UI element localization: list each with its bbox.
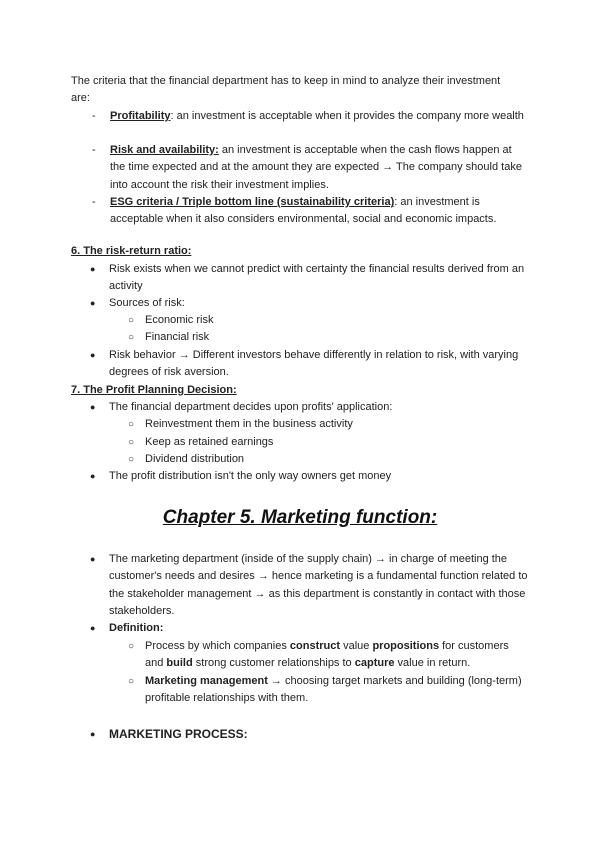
risk-bullet-1: ● Risk exists when we cannot predict with certainty the financial results derived from an activity <box>109 261 534 296</box>
definition-item-2 <box>145 673 525 708</box>
criteria-text: : an investment is acceptable when it provides the company more wealth <box>170 110 524 122</box>
criteria-term: Risk and availability: <box>110 144 219 156</box>
def-text: value in return. <box>394 657 471 670</box>
section-7-heading: 7. The Profit Planning Decision: <box>71 384 237 396</box>
risk-sub-item: ○ Economic risk <box>145 312 525 329</box>
def-bold: capture <box>354 657 395 670</box>
profit-sub-item: ○ Reinvestment them in the business activity <box>145 416 525 433</box>
def-text: for customers and <box>145 640 509 670</box>
profit-sub-item: ○ Dividend distribution <box>145 451 525 468</box>
def-term: Marketing management <box>145 675 268 687</box>
criteria-text: an investment is acceptable when the cash flows happen at the time expected and at the amount they are expected → The company should take into account the risk their investment implies. <box>110 144 522 191</box>
profit-sub-item: ○ Keep as retained earnings <box>145 434 525 451</box>
intro-line-1: The criteria that the financial department has to keep in mind to analyze their investment <box>71 75 501 87</box>
risk-bullet-2: ● Sources of risk: <box>109 295 534 312</box>
def-text: → choosing target markets and building (long-term) profitable relationships with them. <box>145 675 522 705</box>
definition-label: ● Definition: <box>109 620 534 637</box>
profit-bullet-1: ● The financial department decides upon profits' application: <box>109 399 534 416</box>
section-6-heading: 6. The risk-return ratio: <box>71 245 192 257</box>
def-bold: build <box>166 657 193 670</box>
intro-paragraph <box>71 73 541 108</box>
criteria-term: Profitability <box>110 110 171 122</box>
criteria-item-profitability <box>110 108 530 125</box>
criteria-term: ESG criteria / Triple bottom line (sustainability criteria) <box>110 196 395 208</box>
def-text: value <box>340 640 373 652</box>
marketing-bullet-1: ● The marketing department (inside of the supply chain) → in charge of meeting the customer's needs and desires → hence marketing is a fundamental function related to the stakeholder management → as this department is constantly in contact with those stakeholders. <box>109 551 534 621</box>
criteria-item-risk <box>110 142 530 194</box>
def-bold: construct <box>289 640 341 652</box>
intro-line-2: are: <box>71 92 90 105</box>
def-text: Process by which companies <box>145 640 290 652</box>
profit-bullet-2: ● The profit distribution isn't the only way owners get money <box>109 468 534 485</box>
risk-sub-item: ○ Financial risk <box>145 329 525 346</box>
criteria-text: : an investment is acceptable when it also considers environmental, social and economic impacts. <box>110 196 497 226</box>
chapter-title: Chapter 5. Marketing function: <box>162 507 438 528</box>
definition-item-1 <box>145 638 525 673</box>
marketing-process-label: ● MARKETING PROCESS: <box>109 726 534 743</box>
criteria-item-esg <box>110 194 530 229</box>
risk-bullet-3: ● Risk behavior → Different investors behave differently in relation to risk, with varying degrees of risk aversion. <box>109 347 534 382</box>
def-text: strong customer relationships to <box>192 657 355 670</box>
def-bold: propositions <box>372 640 440 652</box>
